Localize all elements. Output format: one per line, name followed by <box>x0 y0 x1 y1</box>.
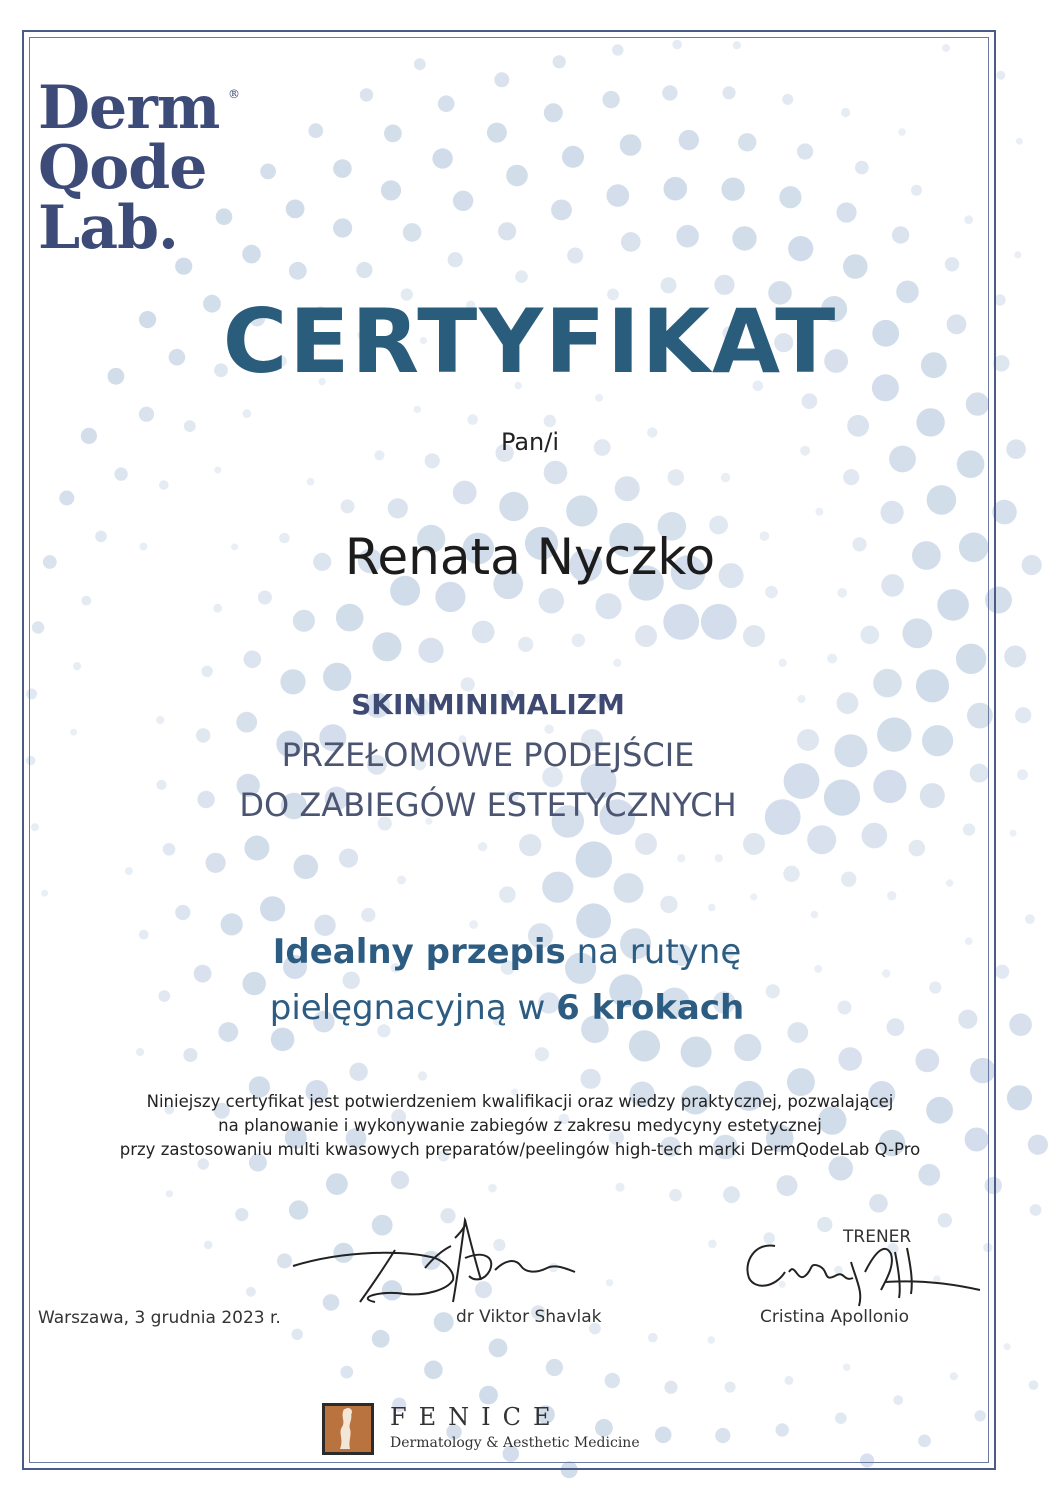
course-subtitle-line-2: DO ZABIEGÓW ESTETYCZNYCH <box>239 786 737 824</box>
fenice-footer-logo <box>322 1403 640 1459</box>
dermqodelab-logo <box>38 73 239 263</box>
fenice-brand-name: FENICE <box>390 1403 563 1431</box>
fenice-emblem-icon <box>322 1403 374 1455</box>
logo-line-2: Qode <box>38 133 207 203</box>
description-line-3: przy zastosowaniu multi kwasowych preparatów/peelingów high-tech marki DermQodeLab Q-Pro <box>119 1140 921 1159</box>
recipe-text-1: na rutynę <box>565 932 742 972</box>
signatory-2-name: Cristina Apollonio <box>760 1307 909 1327</box>
description-line-2: na planowanie i wykonywanie zabiegów z zakresu medycyny estetycznej <box>218 1116 822 1135</box>
signature-viktor-shavlak <box>285 1210 605 1310</box>
recipient-name: Renata Nyczko <box>344 528 716 586</box>
certificate-description <box>0 1090 1040 1162</box>
logo-line-3: Lab. <box>38 193 178 263</box>
registered-mark: ® <box>228 87 239 101</box>
logo-line-1: Derm <box>38 73 220 143</box>
fenice-tagline: Dermatology & Aesthetic Medicine <box>390 1435 640 1451</box>
salutation: Pan/i <box>500 428 560 456</box>
recipe-bold-1: Idealny przepis <box>272 932 566 972</box>
place-and-date: Warszawa, 3 grudnia 2023 r. <box>38 1308 281 1328</box>
course-name: SKINMINIMALIZM <box>351 688 625 721</box>
certificate-title: CERTYFIKAT <box>222 290 838 393</box>
description-line-1: Niniejszy certyfikat jest potwierdzeniem kwalifikacji oraz wiedzy praktycznej, pozwalającej <box>146 1092 894 1111</box>
recipe-text-2: pielęgnacyjną w <box>269 988 557 1028</box>
signatory-2-role: TRENER <box>843 1227 912 1247</box>
signatory-1-name: dr Viktor Shavlak <box>456 1307 602 1327</box>
course-subtitle <box>0 730 976 830</box>
course-subtitle-line-1: PRZEŁOMOWE PODEJŚCIE <box>281 736 695 774</box>
recipe-bold-2: 6 krokach <box>556 988 745 1028</box>
recipe-heading <box>0 924 1014 1036</box>
